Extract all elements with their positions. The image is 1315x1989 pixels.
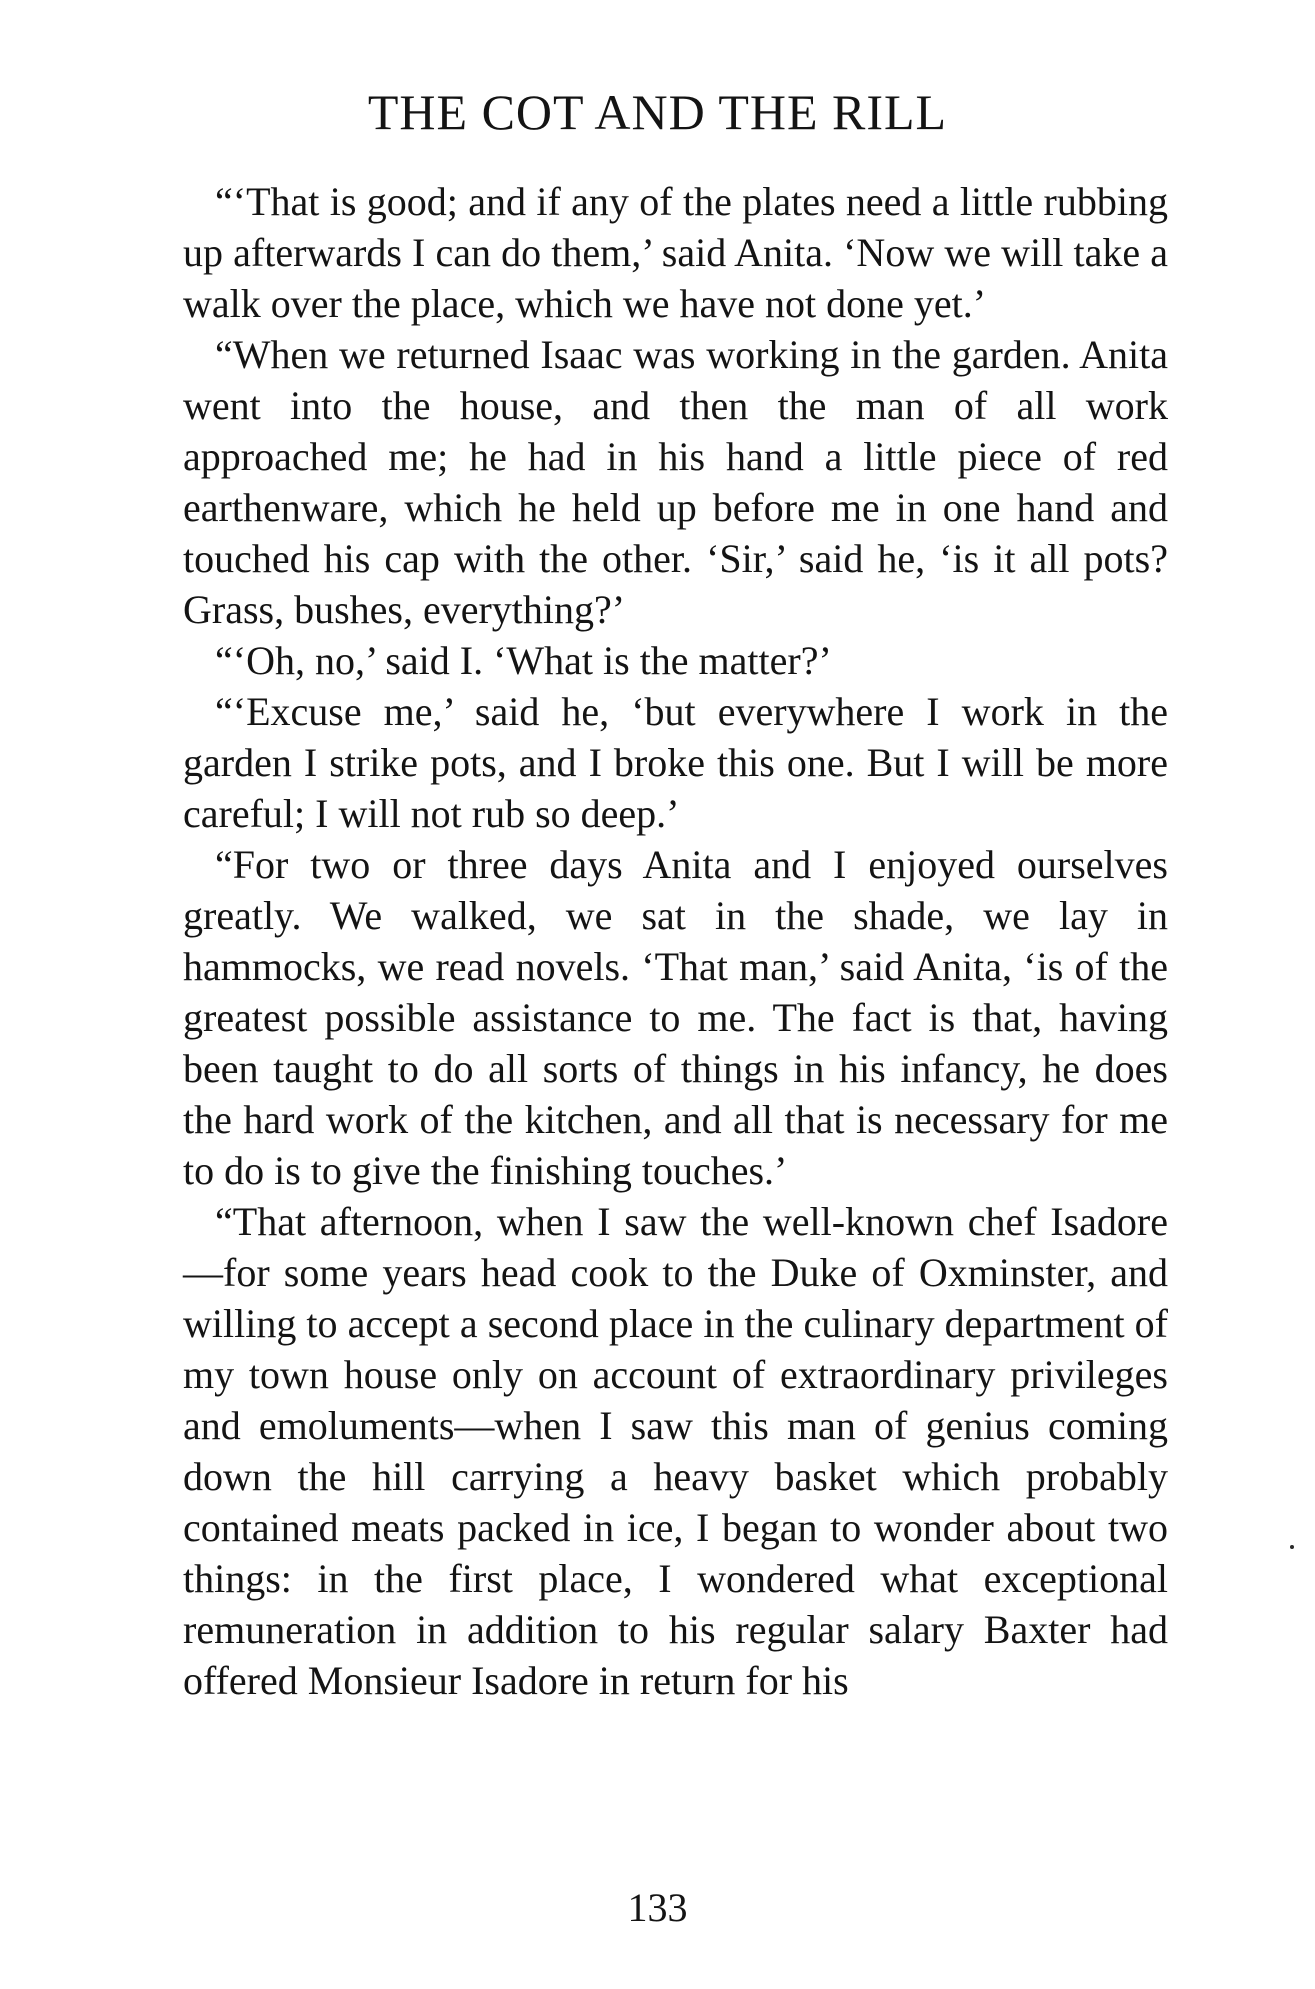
paragraph: “‘Oh, no,’ said I. ‘What is the matter?’ xyxy=(215,638,832,683)
running-head: THE COT AND THE RILL xyxy=(367,84,948,140)
paragraph: “When we returned Isaac was working in the garden. Anita went into the house, and then the man of all work approached me; he had in his hand a little piece of red earthenware, which he held up before me in one hand and touched his cap with the other. ‘Sir,’ said he, ‘is it all pots? Grass, bushes, everything?’ xyxy=(183,332,1168,632)
paragraph: “‘That is good; and if any of the plates need a little rubbing up afterwards I can do them,’ said Anita. ‘Now we will take a walk over the place, which we have not done yet.’ xyxy=(183,179,1168,326)
paragraph: “For two or three days Anita and I enjoyed ourselves greatly. We walked, we sat in the shade, we lay in hammocks, we read novels. ‘That man,’ said Anita, ‘is of the greatest possible assistance to me. The fact is that, having been taught to do all sorts of things in his infancy, he does the hard work of the kitchen, and all that is necessary for me to do is to give the finishing touches.’ xyxy=(183,842,1168,1193)
paragraph: “‘Excuse me,’ said he, ‘but everywhere I work in the garden I strike pots, and I broke this one. But I will be more careful; I will not rub so deep.’ xyxy=(183,689,1168,836)
body-text xyxy=(183,176,1168,1706)
ink-speck xyxy=(1290,1545,1294,1549)
paragraph: “That afternoon, when I saw the well-known chef Isadore—for some years head cook to the Duke of Oxminster, and willing to accept a second place in the culinary department of my town house only on account of extraordinary privileges and emoluments—when I saw this man of genius coming down the hill carrying a heavy basket which probably contained meats packed in ice, I began to wonder about two things: in the first place, I wondered what exceptional remuneration in addition to his regular salary Baxter had offered Monsieur Isadore in return for his xyxy=(183,1199,1168,1703)
page-number: 133 xyxy=(627,1885,688,1930)
